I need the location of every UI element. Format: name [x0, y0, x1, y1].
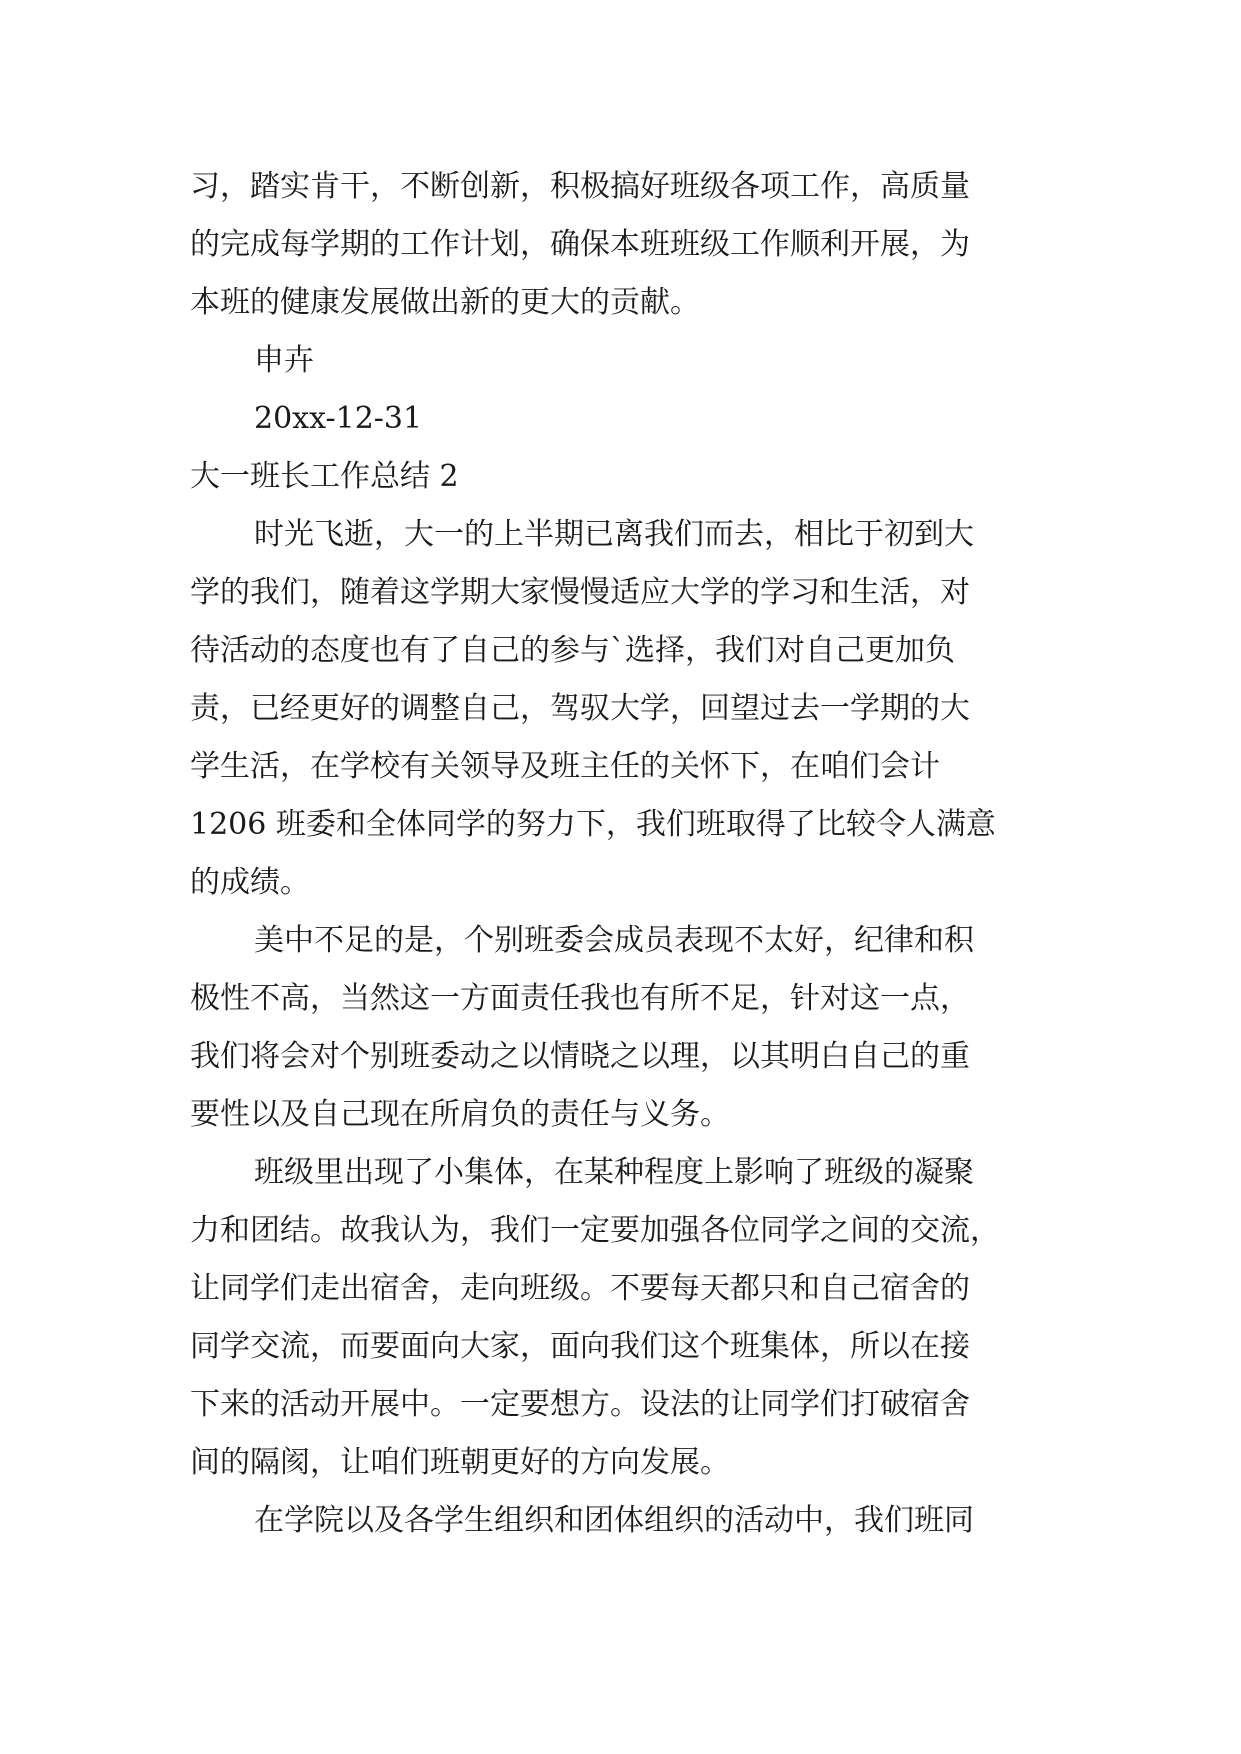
- paragraph-line: 我们将会对个别班委动之以情晓之以理，以其明白自己的重: [190, 1039, 970, 1074]
- paragraph-line: 极性不高，当然这一方面责任我也有所不足，针对这一点，: [190, 981, 970, 1016]
- paragraph-line: 下来的活动开展中。一定要想方。设法的让同学们打破宿舍: [190, 1387, 970, 1422]
- paragraph-line: 在学院以及各学生组织和团体组织的活动中，我们班同: [254, 1503, 974, 1538]
- paragraph-line: 班级里出现了小集体，在某种程度上影响了班级的凝聚: [254, 1155, 974, 1190]
- document-body: [190, 158, 1050, 1550]
- paragraph-line: 美中不足的是，个别班委会成员表现不太好，纪律和积: [254, 923, 974, 958]
- paragraph-2: [190, 912, 1050, 1144]
- paragraph-1: [190, 506, 1050, 912]
- paragraph-line: 责，已经更好的调整自己，驾驭大学，回望过去一学期的大: [190, 691, 970, 726]
- paragraph-line: 让同学们走出宿舍，走向班级。不要每天都只和自己宿舍的: [190, 1271, 970, 1306]
- signature: 申卉: [254, 343, 314, 378]
- intro-line: 的完成每学期的工作计划，确保本班班级工作顺利开展，为: [190, 227, 970, 262]
- paragraph-line: 的成绩。: [190, 865, 310, 900]
- paragraph-line: 同学交流，而要面向大家，面向我们这个班集体，所以在接: [190, 1329, 970, 1364]
- paragraph-line: 间的隔阂，让咱们班朝更好的方向发展。: [190, 1445, 730, 1480]
- section-title: 大一班长工作总结 2: [190, 459, 459, 494]
- intro-line: 习，踏实肯干，不断创新，积极搞好班级各项工作，高质量: [190, 169, 970, 204]
- paragraph-line: 1206 班委和全体同学的努力下，我们班取得了比较令人满意: [190, 807, 996, 842]
- paragraph-4: [190, 1492, 1050, 1550]
- paragraph-line: 学生活，在学校有关领导及班主任的关怀下，在咱们会计: [190, 749, 940, 784]
- paragraph-line: 力和团结。故我认为，我们一定要加强各位同学之间的交流，: [190, 1213, 1000, 1248]
- intro-line: 本班的健康发展做出新的更大的贡献。: [190, 285, 700, 320]
- paragraph-line: 待活动的态度也有了自己的参与`选择，我们对自己更加负: [190, 633, 955, 668]
- date: 20xx-12-31: [254, 401, 423, 436]
- paragraph-line: 要性以及自己现在所肩负的责任与义务。: [190, 1097, 730, 1132]
- paragraph-line: 学的我们，随着这学期大家慢慢适应大学的学习和生活，对: [190, 575, 970, 610]
- paragraph-3: [190, 1144, 1050, 1492]
- paragraph-line: 时光飞逝，大一的上半期已离我们而去，相比于初到大: [254, 517, 974, 552]
